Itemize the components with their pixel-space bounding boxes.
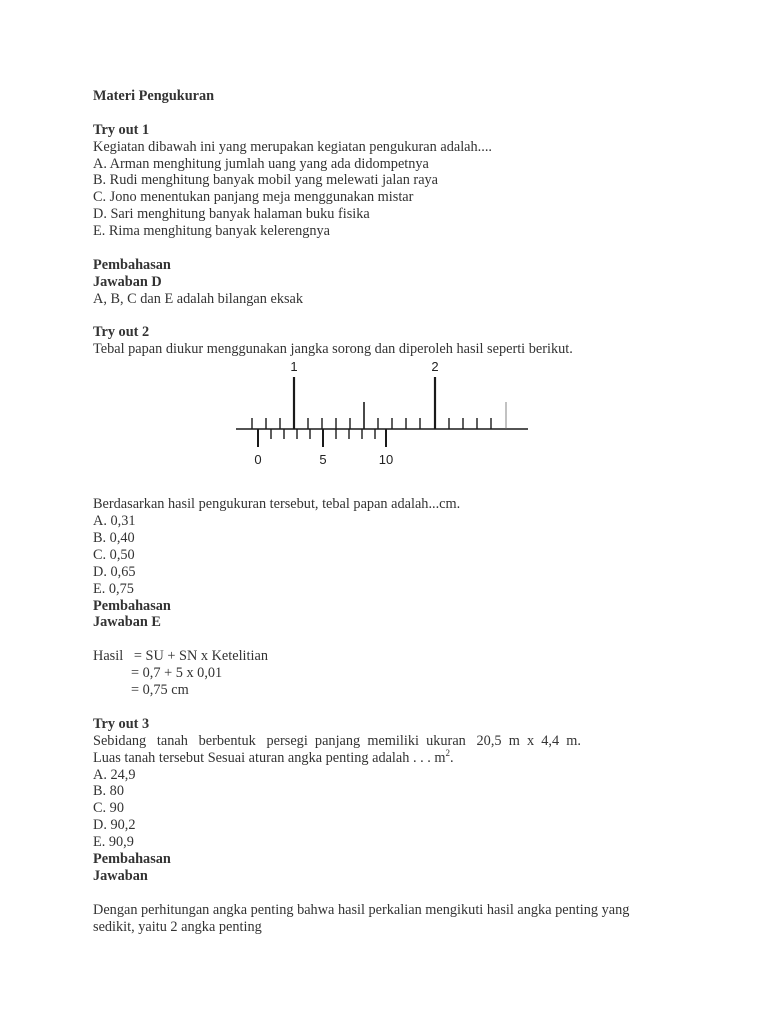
q2-discussion-label: Pembahasan — [93, 597, 171, 614]
q3-option-a: A. 24,9 — [93, 766, 136, 783]
vernier-label-10: 10 — [378, 452, 394, 468]
q3-heading: Try out 3 — [93, 715, 150, 732]
q1-option-b: B. Rudi menghitung banyak mobil yang melewati jalan raya — [93, 172, 439, 189]
q3-option-c: C. 90 — [93, 800, 124, 817]
document-page — [93, 88, 675, 935]
q3-discussion-label: Pembahasan — [93, 850, 171, 867]
q2-calc-line-3: = 0,75 cm — [131, 682, 189, 699]
q2-answer-label: Jawaban E — [93, 614, 161, 631]
q3-question-end: . — [450, 749, 454, 766]
q3-option-e: E. 90,9 — [93, 834, 134, 851]
main-scale-label-2: 2 — [431, 361, 439, 375]
q3-question-line-1: Sebidang tanah berbentuk persegi panjang memiliki ukuran 20,5 m x 4,4 m. — [93, 732, 581, 749]
vernier-scale-diagram — [236, 361, 536, 471]
q2-option-c: C. 0,50 — [93, 546, 135, 563]
q1-option-e: E. Rima menghitung banyak kelerengnya — [93, 223, 331, 240]
vernier-caliper-figure — [93, 358, 675, 496]
q1-option-c: C. Jono menentukan panjang meja menggunakan mistar — [93, 189, 414, 206]
q2-option-b: B. 0,40 — [93, 530, 135, 547]
q3-question-line-2 — [93, 747, 675, 767]
q1-option-d: D. Sari menghitung banyak halaman buku fisika — [93, 206, 370, 223]
q2-question: Tebal papan diukur menggunakan jangka sorong dan diperoleh hasil seperti berikut. — [93, 341, 573, 358]
document-title: Materi Pengukuran — [93, 88, 215, 104]
vernier-label-5: 5 — [319, 452, 327, 468]
q2-calc-line-1: Hasil = SU + SN x Ketelitian — [93, 648, 268, 665]
vernier-label-0: 0 — [254, 452, 262, 468]
q1-heading: Try out 1 — [93, 121, 150, 138]
q3-answer-label: Jawaban — [93, 867, 148, 884]
q2-calc-line-2: = 0,7 + 5 x 0,01 — [131, 665, 223, 682]
q1-question: Kegiatan dibawah ini yang merupakan kegiatan pengukuran adalah.... — [93, 138, 492, 155]
q2-option-d: D. 0,65 — [93, 563, 136, 580]
q3-option-d: D. 90,2 — [93, 817, 136, 834]
q2-prompt: Berdasarkan hasil pengukuran tersebut, tebal papan adalah...cm. — [93, 496, 461, 513]
q1-option-a: A. Arman menghitung jumlah uang yang ada didompetnya — [93, 155, 429, 172]
q2-option-e: E. 0,75 — [93, 580, 134, 597]
q3-question-superscript: 2 — [445, 747, 451, 758]
q1-answer-label: Jawaban D — [93, 273, 162, 290]
q3-explanation-line-2: sedikit, yaitu 2 angka penting — [93, 918, 262, 935]
q2-option-a: A. 0,31 — [93, 513, 136, 530]
q1-discussion-label: Pembahasan — [93, 256, 171, 273]
q3-question-text: Luas tanah tersebut Sesuai aturan angka penting adalah . . . m — [93, 749, 446, 766]
q3-option-b: B. 80 — [93, 783, 124, 800]
main-scale-label-1: 1 — [290, 361, 298, 375]
q1-explanation: A, B, C dan E adalah bilangan eksak — [93, 290, 304, 307]
q3-explanation-line-1: Dengan perhitungan angka penting bahwa hasil perkalian mengikuti hasil angka penting yang — [93, 901, 630, 918]
q2-heading: Try out 2 — [93, 324, 150, 341]
